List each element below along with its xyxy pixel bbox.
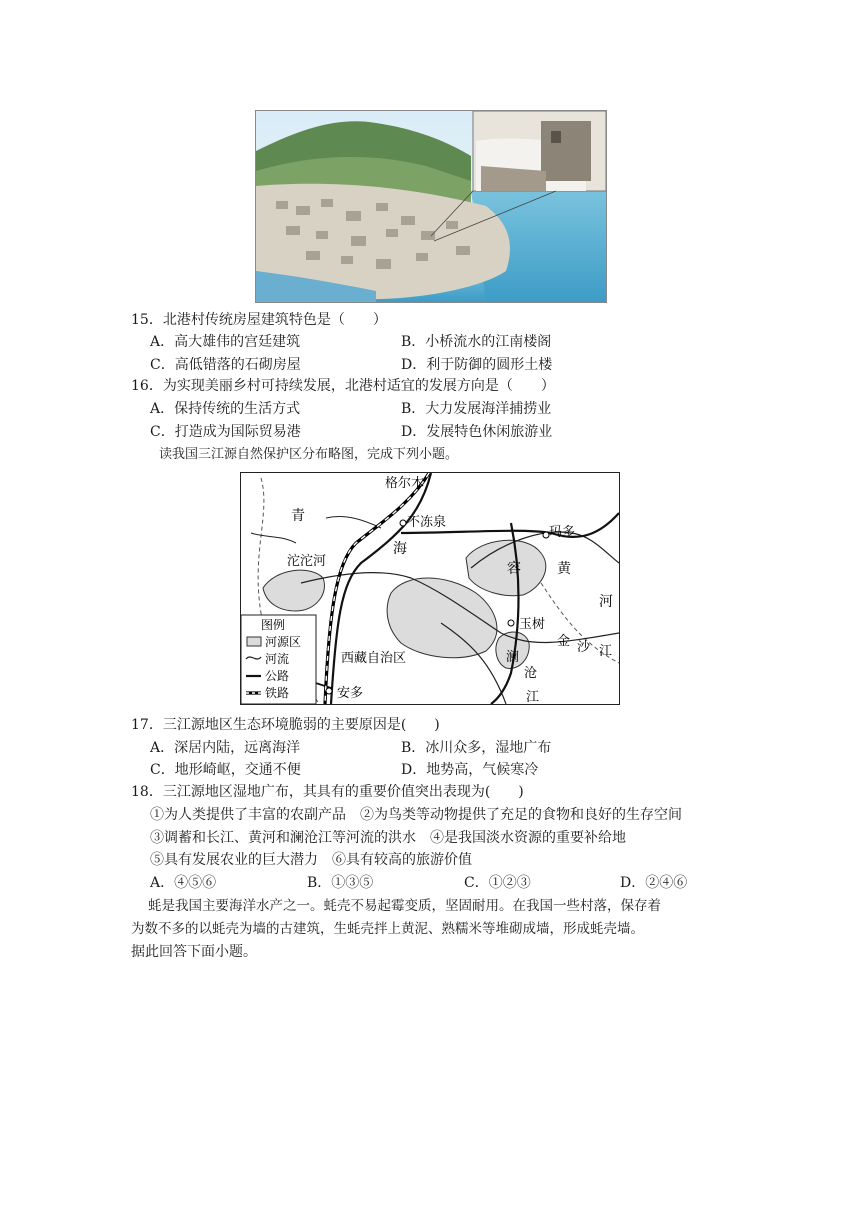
q15-option-c: C．高低错落的石砌房屋 [150,357,301,373]
q18-option-b: B．①③⑤ [307,875,374,891]
q15-option-b: B．小桥流水的江南楼阁 [401,334,552,350]
q17-option-a: A．深居内陆，远离海洋 [150,740,301,756]
q16-option-b: B．大力发展海洋捕捞业 [401,401,552,417]
q15-stem: 15．北港村传统房屋建筑特色是（ ） [131,312,387,328]
river-small-2 [251,533,296,543]
label-sha: 沙 [577,640,591,655]
legend-title: 图例 [261,618,286,632]
q16-stem: 16．为实现美丽乡村可持续发展，北港村适宜的发展方向是（ ） [131,378,555,394]
label-he: 河 [599,594,613,610]
label-anduo: 安多 [337,686,364,701]
q17-option-d: D．地势高，气候寒冷 [401,762,539,778]
label-jin: 金 [557,634,571,649]
label-lan: 澜 [506,650,520,665]
legend-item-road: 公路 [265,669,290,683]
q18-option-d: D．②④⑥ [620,875,688,891]
beigang-village-photo [255,110,607,303]
sanjiangyuan-map [240,472,620,705]
q16-option-d: D．发展特色休闲旅游业 [401,424,553,440]
q18-option-a: A．④⑤⑥ [150,875,217,891]
label-hai: 海 [393,541,407,557]
passage-line-1: 蚝是我国主要海洋水产之一。蚝壳不易起霉变质，坚固耐用。在我国一些村落，保存着 [148,898,661,914]
label-jiang: 江 [599,644,613,659]
q15-option-a: A．高大雄伟的宫廷建筑 [150,334,301,350]
label-rong: 容 [507,561,521,577]
q16-option-a: A．保持传统的生活方式 [150,401,301,417]
source-region-yellow [466,540,546,595]
label-huang: 黄 [557,561,571,577]
legend-swatch-source [247,637,261,646]
town-budongquan [400,520,406,526]
label-golmud: 格尔木 [385,476,425,491]
label-tuotuo: 沱沱河 [287,554,327,569]
town-yushu [508,620,514,626]
label-jiang2: 江 [526,690,540,704]
label-yushu: 玉树 [519,617,546,632]
q17-option-b: B．冰川众多，湿地广布 [401,740,552,756]
label-budongquan: 不冻泉 [407,515,447,530]
q18-statement-line-3: ⑤具有发展农业的巨大潜力 ⑥具有较高的旅游价值 [150,852,472,868]
label-cang: 沧 [524,666,538,681]
legend-item-source: 河源区 [265,635,302,649]
label-maduo: 玛多 [549,525,576,540]
village-photo-graphic [256,111,606,302]
q17-option-c: C．地形崎岖，交通不便 [150,762,301,778]
source-region-yangtze [387,578,497,658]
passage-line-2: 为数不多的以蚝壳为墙的古建筑，生蚝壳拌上黄泥、熟糯米等堆砌成墙，形成蚝壳墙。 [131,921,644,937]
q17-stem: 17．三江源地区生态环境脆弱的主要原因是( ) [131,717,440,733]
map-intro: 读我国三江源自然保护区分布略图，完成下列小题。 [159,447,459,462]
q16-option-c: C．打造成为国际贸易港 [150,424,301,440]
source-region-tuotuo [263,570,324,611]
q18-statement-line-1: ①为人类提供了丰富的农副产品 ②为鸟类等动物提供了充足的食物和良好的生存空间 [150,807,682,823]
q18-option-c: C．①②③ [464,875,531,891]
label-xizang: 西藏自治区 [341,651,407,666]
river-small [326,516,381,528]
town-anduo [326,688,332,694]
q18-stem: 18．三江源地区湿地广布，其具有的重要价值突出表现为( ) [131,784,524,800]
label-qing: 青 [291,508,305,524]
q15-option-d: D．利于防御的圆形土楼 [401,357,553,373]
legend-item-rail: 铁路 [265,686,290,700]
legend-item-river: 河流 [265,652,290,666]
map-legend [241,615,316,704]
q18-statement-line-2: ③调蓄和长江、黄河和澜沧江等河流的洪水 ④是我国淡水资源的重要补给地 [150,830,626,846]
map-graphic [241,473,619,704]
passage-line-3: 据此回答下面小题。 [131,944,257,960]
